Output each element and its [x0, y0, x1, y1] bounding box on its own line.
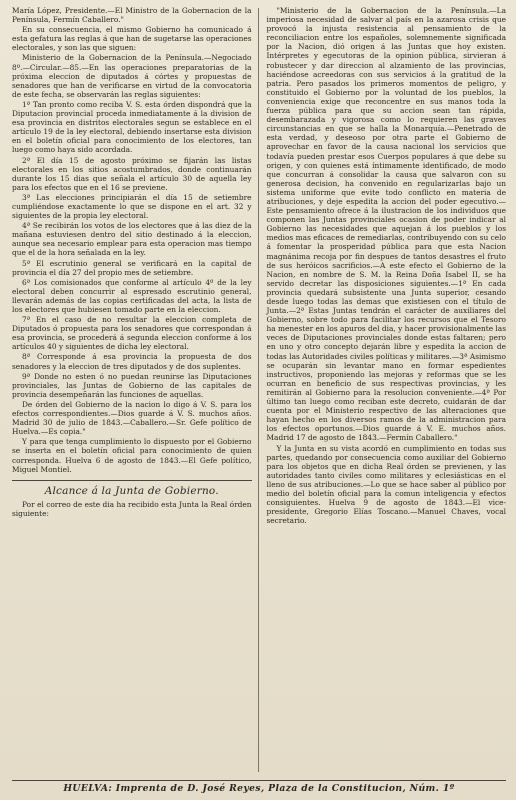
left-paragraph-order: De órden del Gobierno de la nacion lo digo á V. S. para los efectos correspondientes.—Dios guarde á V. S. muchos años. Madrid 30 de julio de 1843.—Caballero.—Sr. Gefe político de Huelva.—Es copia."	[12, 399, 252, 437]
left-column	[12, 6, 258, 776]
imprint-text: HUELVA: Imprenta de D. José Reyes, Plaza de la Constitucion, Núm. 1º	[63, 783, 455, 794]
left-paragraph-closing: Y para que tenga cumplimiento lo dispuesto por el Gobierno se inserta en el boletín oficial para conocimiento de quien corresponda. Huelva 6 de agosto de 1843.—El Gefe político, Miguel Montiel.	[12, 437, 252, 474]
left-paragraph-3: Ministerio de la Gobernacion de la Península.—Negociado 8º.—Circular.—85.—En las operaciones preparatorias de la próxima eleccion de diputados á córtes y propuestas de senadores que han de verificarse en virtud de la convocatoria de este fecha, se observarán las reglas siguientes:	[12, 53, 252, 99]
left-rule-8: 8ª Corresponde á esa provincia la propuesta de dos senadores y la eleccion de tres diputados y de dos suplentes.	[12, 352, 252, 371]
left-rule-1: 1ª Tan pronto como reciba V. S. esta órden dispondrá que la Diputacion provincial proceda inmediatamente á la division de esa provincia en distritos electorales segun se establece en el artículo 19 de la ley electoral, debiendo insertarse esta division en el boletín oficial para conocimiento de los electores, tan luego como haya sido acordada.	[12, 99, 252, 155]
section-title: Alcance á la Junta de Gobierno.	[44, 484, 219, 497]
left-paragraph-2: En su consecuencia, el mismo Gobierno ha comunicado á esta gefatura las reglas á que han de sugetarse las operaciones electorales, y son las que siguen:	[12, 25, 252, 53]
left-rule-9: 9ª Donde no esten ó no puedan reunirse las Diputaciones provinciales, las Juntas de Gobierno de las capitales de provincia desempeñarán las funciones de aquellas.	[12, 371, 252, 399]
left-rule-7: 7ª En el caso de no resultar la eleccion completa de Diputados ó propuesta para los senadores que correspondan á esa provincia, se procederá á segunda eleccion conforme á los artículos 40 y siguientes de dicha ley electoral.	[12, 315, 252, 352]
left-paragraph-1: María López, Presidente.—El Ministro de la Gobernacion de la Península, Fermín Caballero."	[12, 6, 252, 25]
left-rule-6: 6ª Los comisionados que conforme al artículo 4º de la ley electoral deben concurrir al espresado escrutinio general, llevarán además de las copias certificadas del acta, la lista de los electores que hubiesen tomado parte en la eleccion.	[12, 277, 252, 314]
right-paragraph-junta: Y la Junta en su vista acordó en cumplimiento en todas sus partes, quedando por consecuencia como auxiliar del Gobierno para los objetos que en dicha Real órden se previenen, y las autoridades tanto civiles como militares y eclesiásticas en el lleno de sus atribuciones.—Lo que se hace saber al público por medio del boletín oficial para la comun inteligencia y efectos consiguientes. Huelva 9 de agosto de 1843.—El vice-presidente, Gregorio Elías Toscano.—Manuel Chaves, vocal secretario.	[266, 443, 506, 526]
printer-imprint	[12, 780, 506, 794]
right-column	[258, 6, 506, 776]
left-rule-5: 5ª El escrutinio general se verificará en la capital de provincia el día 27 del propio mes de setiembre.	[12, 258, 252, 277]
left-rule-3: 3ª Las elecciones principiarán el día 15 de setiembre cumpliéndose exactamente lo que se dispone en el art. 32 y siguientes de la propia ley electoral.	[12, 192, 252, 221]
left-rule-4: 4ª Se recibirán los votos de los electores que á las diez de la mañana estuviesen dentro del sitio destinado á la eleccion, aunque sea necesario emplear para esta operacion mas tiempo que el de la hora señalada en la ley.	[12, 221, 252, 258]
left-paragraph-alcance: Por el correo de este dia ha recibido esta Junta la Real órden siguiente:	[12, 499, 252, 518]
two-column-layout	[12, 6, 506, 776]
section-rule	[12, 480, 252, 481]
right-paragraph-decree: "Ministerio de la Gobernacion de la Península.—La imperiosa necesidad de salvar al país en la azarosa crisis que provocó la injusta resistencia al pensamiento de la reconciliacion entre los españoles, solemnemente significada por la Nacion, dió origen á las Juntas que hoy existen. Intérpretes y egecutoras de la opinion pública, sirvieran á robustecer y dar direccion al alzamiento de las provincias, haciéndose acreedoras con sus servicios á la gratitud de la patria. Pero pasados los primeros momentos de peligro, y constituido el Gobierno por la voluntad de los pueblos, la conveniencia exige que reconcentre en sus manos toda la fuerza pública para que su accion sean tan rápida, desembarazada y vigorosa como lo requieren las graves circunstancias en que se halla la Monarquía.—Penetrado de esta verdad, y deseoso por otra parte el Gobierno de aprovechar en favor de la causa nacional los servicios que todavía pueden prestar esos Cuerpos populares á que debe su origen, y con quienes está íntimamente identificado, de modo que concurran á consolidar la causa que salvaron con su generosa decision, ha convenido en regularizarlas bajo un sistema uniforme que evite todo conflicto en materia de atribuciones, y deje espedita la accion del poder egecutivo.—Este pensamiento ofrece á la ilustracion de los individuos que componen las Juntas provinciales ocasion de poder indicar al Gobierno las necesidades que aquejan á los pueblos y los medios mas eficaces de remediarlas, contribuyendo con su celo á fomentar la prosperidad pública para que esta Nacion magnánima recoja por fin despues de tantos desastres el fruto de sus heróicos sacrificios.—A este efecto el Gobierno de la Nacion, en nombre de S. M. la Reina Doña Isabel II, se ha servido decretar las disposiciones siguientes.—1ª En cada provincia quedará subsistente una Junta superior, cesando desde luego todas las demas que existiesen con el título de Junta.—2ª Estas Juntas tendrán el carácter de auxiliares del Gobierno, sobre todo para facilitar los recursos que el Tesoro ha menester en los apuros del dia, y hacer provisionalmente las veces de Diputaciones provinciales donde estas faltaren; pero en uno y otro concepto dejarán libre y espedita la accion de todas las Autoridades civiles políticas y militares.—3ª Asimismo se ocuparán sin levantar mano en formar espedientes instructivos, proponiendo las mejoras y reformas que se les ocurran en beneficio de sus respectivas provincias, y les remitirán al Gobierno para la resolucion conveniente.—4ª Por último tan luego como reciban este decreto, cuidarán de dar cuenta por el Ministerio respectivo de las alteraciones que hayan hecho en los diversos ramos de la administracion para los efectos oportunos.—Dios guarde á V. E. muchos años. Madrid 17 de agosto de 1843.—Fermín Caballero."	[266, 6, 506, 443]
left-rule-2: 2ª El día 15 de agosto próximo se fijarán las listas electorales en los sitios acostumbrados, donde continuarán durante los 15 dias que señala el artículo 30 de aquella ley para los efectos que en el 16 se previene.	[12, 155, 252, 192]
